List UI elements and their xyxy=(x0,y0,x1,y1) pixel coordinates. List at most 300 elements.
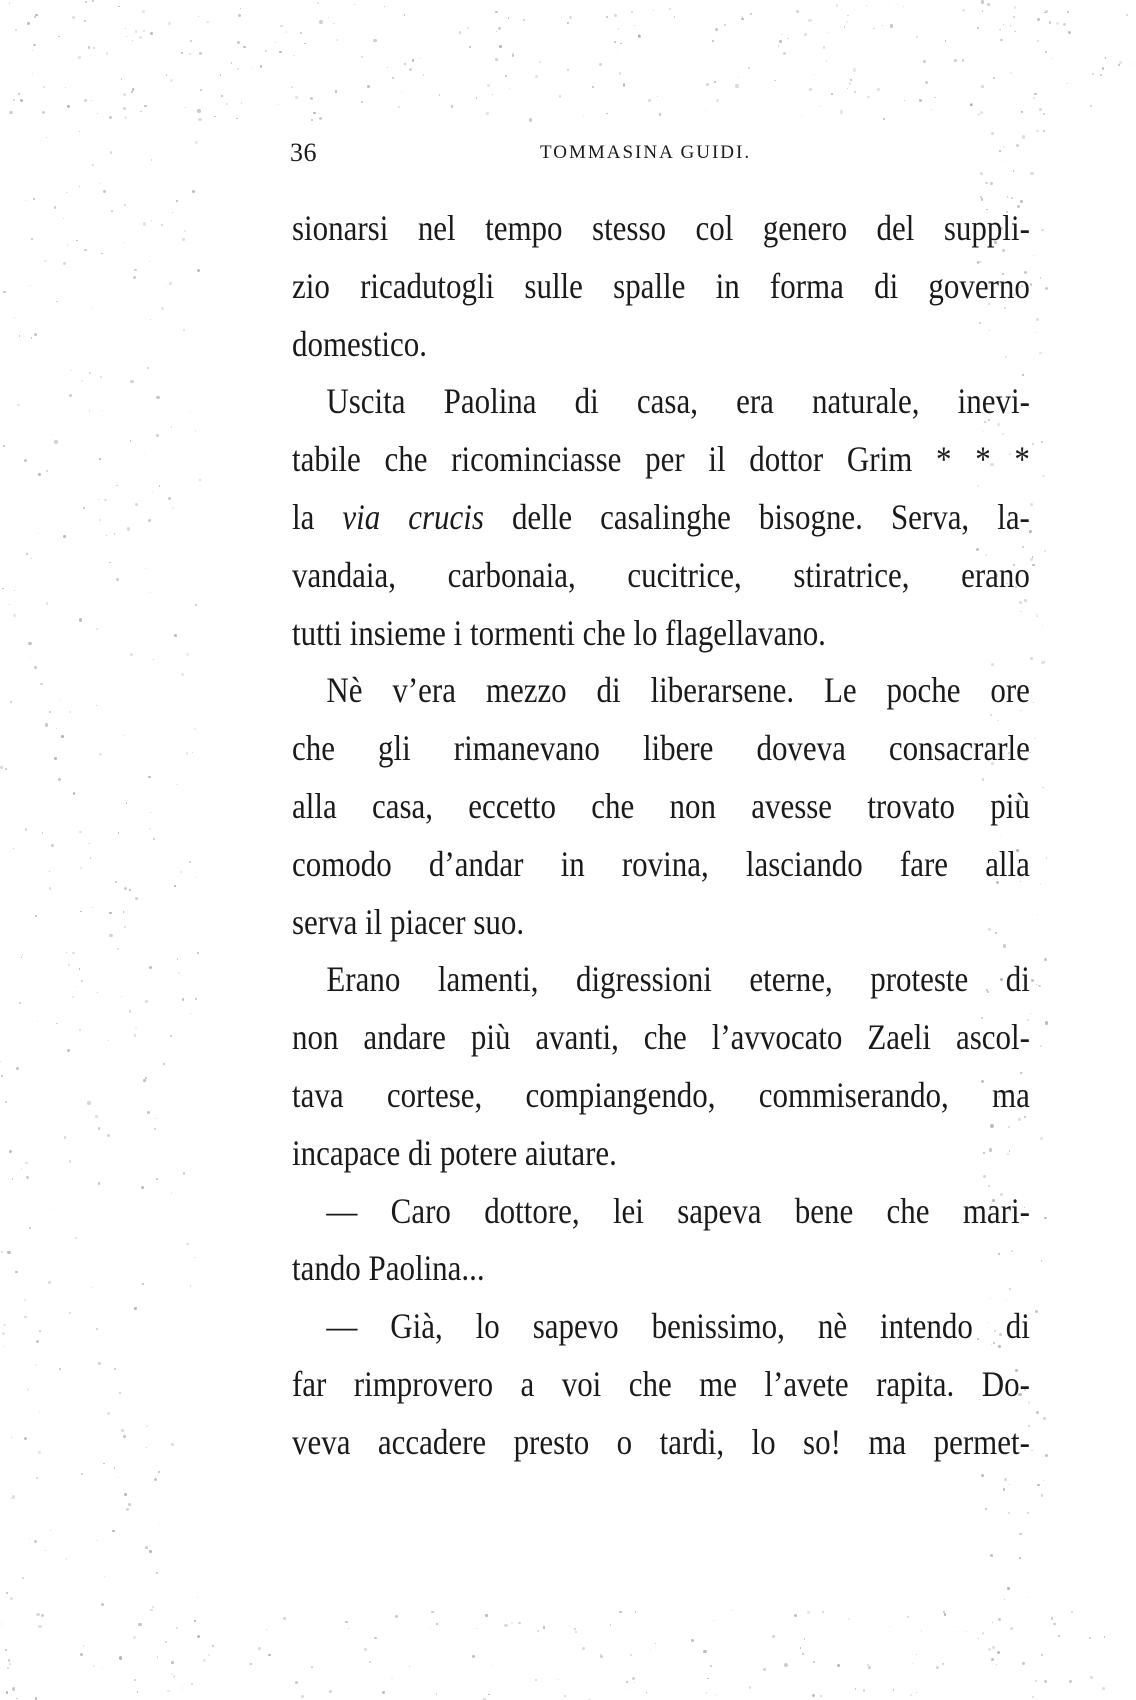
scan-speck xyxy=(741,18,744,21)
scan-speck xyxy=(1030,172,1033,175)
scan-speck xyxy=(171,426,172,427)
scan-speck xyxy=(486,112,489,115)
scan-speck xyxy=(110,1107,111,1108)
scan-speck xyxy=(121,996,122,997)
scan-speck xyxy=(130,653,133,656)
scan-speck xyxy=(1071,1611,1073,1613)
scan-speck xyxy=(809,88,812,91)
scan-speck xyxy=(192,190,195,193)
scan-speck xyxy=(459,31,462,34)
scan-speck xyxy=(145,1000,148,1003)
scan-speck xyxy=(156,1572,158,1574)
scan-speck xyxy=(485,1614,488,1617)
scan-speck xyxy=(56,728,57,729)
scan-speck xyxy=(236,118,238,120)
scan-speck xyxy=(43,86,45,88)
scan-speck xyxy=(1067,83,1068,84)
scan-speck xyxy=(159,1524,161,1526)
scan-speck xyxy=(118,832,120,834)
scan-speck xyxy=(147,1111,150,1114)
scan-speck xyxy=(996,1664,997,1665)
scan-speck xyxy=(56,301,58,303)
scan-speck xyxy=(42,111,45,114)
scan-speck xyxy=(169,282,172,285)
scan-speck xyxy=(6,1592,8,1594)
scan-speck xyxy=(2,1332,5,1335)
scan-speck xyxy=(877,88,880,91)
scan-speck xyxy=(190,412,192,414)
scan-speck xyxy=(72,996,74,998)
scan-speck xyxy=(35,1697,37,1699)
scan-speck xyxy=(890,24,893,27)
scan-speck xyxy=(89,410,91,412)
scan-speck xyxy=(873,28,874,29)
scan-speck xyxy=(1004,1599,1005,1600)
scan-speck xyxy=(266,1629,267,1630)
scan-speck xyxy=(127,527,130,530)
scan-speck xyxy=(826,60,828,62)
scan-speck xyxy=(250,1663,252,1665)
scan-speck xyxy=(735,84,738,87)
scan-speck xyxy=(21,1168,22,1169)
scan-speck xyxy=(208,1654,210,1656)
scan-speck xyxy=(313,112,316,115)
scan-speck xyxy=(1090,1676,1093,1679)
scan-speck xyxy=(1040,883,1042,885)
scan-speck xyxy=(130,380,134,384)
scan-speck xyxy=(177,958,179,960)
scan-speck xyxy=(73,792,76,795)
scan-speck xyxy=(774,80,775,81)
scan-speck xyxy=(1052,58,1053,59)
scan-speck xyxy=(195,141,198,144)
scan-speck xyxy=(135,30,137,32)
scan-speck xyxy=(650,1649,651,1650)
scan-speck xyxy=(34,666,37,669)
scan-speck xyxy=(409,68,412,71)
scan-speck xyxy=(26,1176,29,1179)
text-line: alla casa, eccetto che non avesse trovato più xyxy=(292,785,1030,826)
scan-speck xyxy=(146,1447,147,1448)
scan-speck xyxy=(199,52,202,55)
scan-speck xyxy=(854,91,857,94)
scan-speck xyxy=(54,757,57,760)
scan-speck xyxy=(15,1271,17,1273)
scan-speck xyxy=(182,998,185,1001)
scan-speck xyxy=(295,1681,298,1684)
text-line xyxy=(292,489,1030,547)
scan-speck xyxy=(467,27,469,29)
text-line: Uscita Paolina di casa, era naturale, inevi- xyxy=(326,381,1030,422)
scan-speck xyxy=(174,885,176,887)
scan-speck xyxy=(114,1368,116,1370)
scan-speck xyxy=(220,74,222,76)
scan-speck xyxy=(92,907,93,908)
scan-speck xyxy=(182,238,185,241)
scan-speck xyxy=(101,1603,104,1606)
scan-speck xyxy=(154,1128,156,1130)
scan-speck xyxy=(988,1648,991,1651)
scan-speck xyxy=(143,222,147,226)
scan-speck xyxy=(778,45,779,46)
scan-speck xyxy=(574,1628,576,1630)
scan-speck xyxy=(582,1647,585,1650)
scan-speck xyxy=(985,1508,987,1510)
scan-speck xyxy=(144,454,145,455)
scan-speck xyxy=(853,68,856,71)
scan-speck xyxy=(1034,738,1036,740)
scan-speck xyxy=(1043,1417,1046,1420)
scan-speck xyxy=(714,81,716,83)
scan-speck xyxy=(1032,556,1034,558)
scan-speck xyxy=(1045,1454,1048,1457)
scan-speck xyxy=(159,485,161,487)
scan-speck xyxy=(863,1689,866,1692)
scan-speck xyxy=(9,1663,11,1665)
scan-speck xyxy=(439,94,441,96)
scan-speck xyxy=(26,553,28,555)
scan-speck xyxy=(1010,25,1012,27)
scan-speck xyxy=(944,1613,947,1616)
scan-speck xyxy=(300,32,302,34)
scan-speck xyxy=(1040,1045,1042,1047)
scan-speck xyxy=(265,50,267,52)
scan-speck xyxy=(1089,1637,1091,1639)
scan-speck xyxy=(45,723,48,726)
scan-speck xyxy=(655,1643,656,1644)
scan-speck xyxy=(7,1667,9,1669)
scan-speck xyxy=(194,1257,196,1259)
scan-speck xyxy=(90,857,92,859)
scan-speck xyxy=(87,1101,90,1104)
scan-speck xyxy=(61,735,64,738)
scan-speck xyxy=(150,1609,152,1611)
scan-speck xyxy=(354,4,355,5)
scan-speck xyxy=(67,105,70,108)
scan-speck xyxy=(850,79,852,81)
scan-speck xyxy=(152,1606,154,1608)
scan-speck xyxy=(1043,130,1045,132)
scan-speck xyxy=(1133,63,1134,64)
scan-speck xyxy=(88,46,91,49)
scan-speck xyxy=(104,1576,105,1577)
scan-speck xyxy=(31,337,32,338)
scan-speck xyxy=(2,588,4,590)
scan-speck xyxy=(79,968,81,970)
scan-speck xyxy=(22,954,24,956)
scan-speck xyxy=(707,1678,709,1680)
scan-speck xyxy=(336,39,338,41)
scan-speck xyxy=(260,65,262,67)
scan-speck xyxy=(1033,702,1034,703)
scan-speck xyxy=(436,1693,437,1694)
scan-speck xyxy=(814,74,815,75)
scan-speck xyxy=(150,592,151,593)
scan-speck xyxy=(125,28,126,29)
scan-speck xyxy=(523,19,525,21)
scan-speck xyxy=(118,1477,119,1478)
scan-speck xyxy=(134,1679,136,1681)
scan-speck xyxy=(149,1550,152,1553)
scan-speck xyxy=(1003,24,1004,25)
scan-speck xyxy=(9,2,11,4)
scan-speck xyxy=(45,1550,46,1551)
scan-speck xyxy=(39,1412,40,1413)
scan-speck xyxy=(27,22,30,25)
scan-speck xyxy=(53,1209,54,1210)
scan-speck xyxy=(81,380,83,382)
scan-speck xyxy=(56,1023,58,1025)
scan-speck xyxy=(980,111,983,114)
scan-speck xyxy=(921,1630,923,1632)
scan-speck xyxy=(916,36,918,38)
scan-speck xyxy=(436,1623,438,1625)
scan-speck xyxy=(978,1638,979,1639)
scan-speck xyxy=(30,558,32,560)
scan-speck xyxy=(100,183,101,184)
scan-speck xyxy=(981,0,984,3)
scan-speck xyxy=(836,4,839,7)
scan-speck xyxy=(63,535,66,538)
scan-speck xyxy=(784,1663,788,1667)
scan-speck xyxy=(1027,1512,1029,1514)
scan-speck xyxy=(186,752,189,755)
scan-speck xyxy=(1042,475,1044,477)
scan-speck xyxy=(496,31,497,32)
scan-speck xyxy=(126,1508,129,1511)
scan-speck xyxy=(412,59,414,61)
scan-speck xyxy=(124,116,127,119)
scan-speck xyxy=(123,93,126,96)
scan-speck xyxy=(1034,93,1036,95)
scan-speck xyxy=(916,1692,917,1693)
scan-speck xyxy=(569,16,572,19)
scan-speck xyxy=(1044,550,1046,552)
scan-speck xyxy=(101,253,103,255)
scan-speck xyxy=(24,459,28,463)
scan-speck xyxy=(561,17,562,18)
scan-speck xyxy=(301,1695,304,1698)
scan-speck xyxy=(732,1610,733,1611)
scan-speck xyxy=(121,78,123,80)
scan-speck xyxy=(32,50,33,51)
scan-speck xyxy=(1036,1411,1039,1414)
scan-speck xyxy=(409,1666,410,1667)
scan-speck xyxy=(293,55,295,57)
scan-speck xyxy=(35,1364,37,1366)
scan-speck xyxy=(93,47,95,49)
scan-speck xyxy=(146,1425,149,1428)
scan-speck xyxy=(149,828,151,830)
scan-speck xyxy=(79,1029,81,1031)
scan-speck xyxy=(166,74,168,76)
scan-speck xyxy=(812,1694,815,1697)
scan-speck xyxy=(173,1675,176,1678)
scan-speck xyxy=(92,164,94,166)
scan-speck xyxy=(1004,1478,1007,1481)
scan-speck xyxy=(787,38,788,39)
scan-speck xyxy=(492,94,493,95)
scan-speck xyxy=(168,497,171,500)
text-line: — Già, lo sapevo benissimo, nè intendo di xyxy=(326,1306,1030,1347)
scan-speck xyxy=(931,109,932,110)
scan-speck xyxy=(114,533,116,535)
scan-speck xyxy=(295,96,298,99)
scan-speck xyxy=(992,1622,994,1624)
scan-speck xyxy=(1007,196,1009,198)
scan-speck xyxy=(200,89,202,91)
scan-speck xyxy=(361,101,363,103)
scan-speck xyxy=(981,1474,984,1477)
scan-speck xyxy=(129,889,131,891)
scan-speck xyxy=(49,887,51,889)
scan-speck xyxy=(41,1614,44,1617)
scan-speck xyxy=(243,46,246,49)
scan-speck xyxy=(238,14,241,17)
scan-speck xyxy=(512,54,515,57)
scan-speck xyxy=(144,105,147,108)
scan-speck xyxy=(669,8,671,10)
scan-speck xyxy=(991,1658,994,1661)
scan-speck xyxy=(889,1626,890,1627)
scan-speck xyxy=(50,1530,51,1531)
scan-speck xyxy=(539,61,540,62)
scan-speck xyxy=(286,31,288,33)
scan-speck xyxy=(126,802,127,803)
scan-speck xyxy=(198,118,201,121)
text-line: tando Paolina... xyxy=(292,1248,485,1289)
scan-speck xyxy=(44,260,46,262)
scan-speck xyxy=(395,1615,398,1618)
scan-speck xyxy=(108,1040,109,1041)
scan-speck xyxy=(977,27,979,29)
scan-speck xyxy=(997,1651,1000,1654)
scan-speck xyxy=(49,871,51,873)
scan-speck xyxy=(491,1665,492,1666)
text-line: non andare più avanti, che l’avvocato Zaeli ascol- xyxy=(292,1017,1030,1058)
scan-speck xyxy=(13,99,15,101)
scan-speck xyxy=(25,1162,28,1165)
scan-speck xyxy=(34,16,36,18)
text-line: far rimprovero a voi che me l’avete rapita. Do- xyxy=(292,1363,1030,1404)
scan-speck xyxy=(543,1626,545,1628)
scan-speck xyxy=(30,657,31,658)
scan-speck xyxy=(88,843,89,844)
scan-speck xyxy=(1035,1680,1037,1682)
scan-speck xyxy=(109,912,111,914)
scan-speck xyxy=(106,535,107,536)
scan-speck xyxy=(373,39,376,42)
scan-speck xyxy=(6,1691,9,1694)
scan-speck xyxy=(855,1688,857,1690)
scan-speck xyxy=(1041,1654,1043,1656)
scan-speck xyxy=(849,82,852,85)
italic-text: via crucis xyxy=(342,496,484,537)
scan-speck xyxy=(1000,39,1003,42)
scan-speck xyxy=(118,6,120,8)
scan-speck xyxy=(476,97,478,99)
scan-speck xyxy=(1068,31,1071,34)
scan-speck xyxy=(600,1655,603,1658)
text-run: la xyxy=(292,496,343,537)
scan-speck xyxy=(392,77,394,79)
scan-speck xyxy=(311,1666,313,1668)
scan-speck xyxy=(369,1661,371,1663)
scan-speck xyxy=(646,1692,647,1693)
scan-speck xyxy=(180,871,182,873)
scan-speck xyxy=(84,249,87,252)
scan-speck xyxy=(505,75,507,77)
scan-speck xyxy=(69,394,72,397)
scan-speck xyxy=(158,1471,160,1473)
scan-speck xyxy=(1056,22,1059,25)
scan-speck xyxy=(1100,74,1102,76)
scan-speck xyxy=(109,562,110,563)
scan-speck xyxy=(121,1429,124,1432)
scan-speck xyxy=(779,40,782,43)
scan-speck xyxy=(487,84,490,87)
scan-speck xyxy=(197,1597,198,1598)
scan-speck xyxy=(107,1412,110,1415)
scan-speck xyxy=(1043,113,1044,114)
scan-speck xyxy=(212,1645,214,1647)
scan-speck xyxy=(808,19,811,22)
scan-speck xyxy=(476,1628,478,1630)
scan-speck xyxy=(706,1692,708,1694)
scan-speck xyxy=(147,367,149,369)
scan-speck xyxy=(197,269,200,272)
scan-speck xyxy=(168,22,171,25)
scan-speck xyxy=(192,752,193,753)
scan-speck xyxy=(1036,984,1037,985)
scan-speck xyxy=(404,14,405,15)
scan-speck xyxy=(33,198,35,200)
scan-speck xyxy=(95,1115,97,1117)
scan-speck xyxy=(97,113,98,114)
scan-speck xyxy=(620,43,621,44)
scan-speck xyxy=(451,105,454,108)
scan-speck xyxy=(991,132,995,136)
scan-speck xyxy=(431,1611,434,1614)
scan-speck xyxy=(800,1647,802,1649)
text-line: domestico. xyxy=(292,323,428,364)
scan-speck xyxy=(888,5,889,6)
scan-speck xyxy=(152,491,153,492)
scan-speck xyxy=(18,93,20,95)
scan-speck xyxy=(19,335,20,336)
scan-speck xyxy=(1045,1021,1049,1025)
scan-speck xyxy=(99,753,101,755)
text-line: — Caro dottore, lei sapeva bene che mari- xyxy=(326,1190,1030,1231)
scan-speck xyxy=(178,972,180,974)
scan-speck xyxy=(174,634,177,637)
scan-speck xyxy=(16,1067,19,1070)
scan-speck xyxy=(606,113,608,115)
scan-speck xyxy=(504,1624,507,1627)
scan-speck xyxy=(1035,332,1036,333)
scan-speck xyxy=(1058,1635,1060,1637)
scan-speck xyxy=(181,52,183,54)
scan-speck xyxy=(142,1283,144,1285)
scan-speck xyxy=(110,151,113,154)
scan-speck xyxy=(781,34,782,35)
scan-speck xyxy=(5,768,7,770)
scan-speck xyxy=(634,25,635,26)
scan-speck xyxy=(185,107,186,108)
scan-speck xyxy=(822,1611,824,1613)
scan-speck xyxy=(962,59,965,62)
scan-speck xyxy=(626,1681,628,1683)
